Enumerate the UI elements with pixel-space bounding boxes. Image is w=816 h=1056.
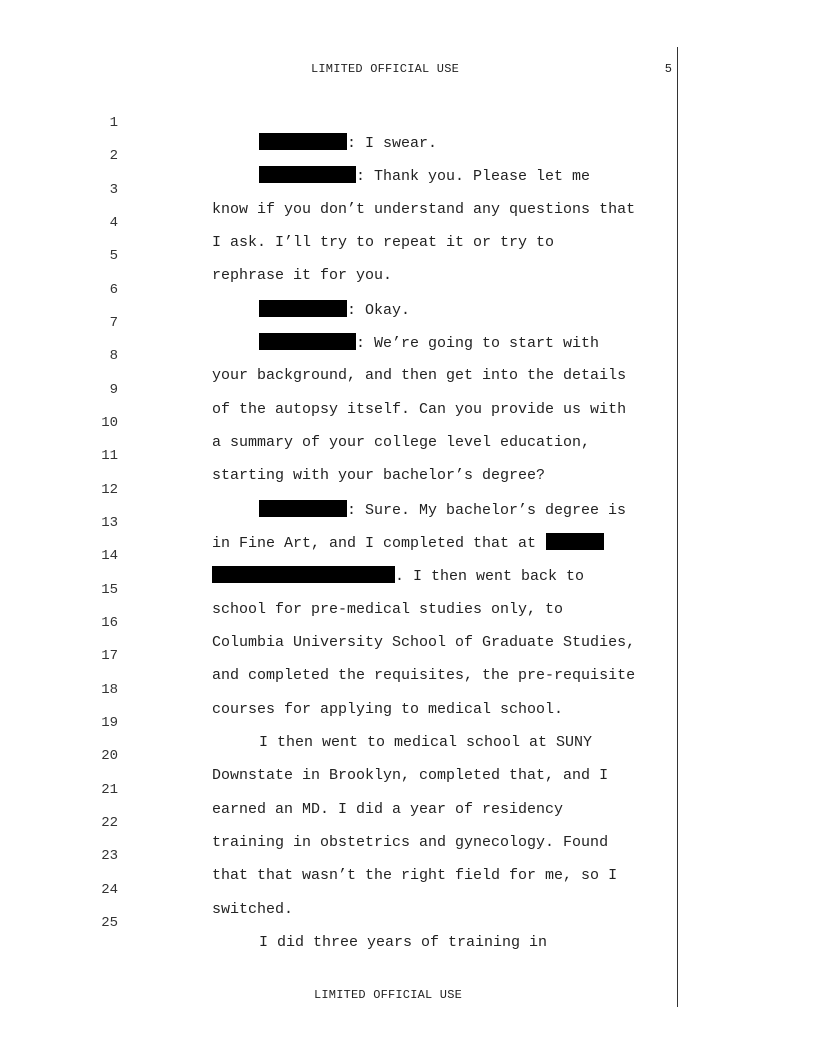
line-text: : Okay. <box>347 302 411 319</box>
transcript-line-1 <box>0 93 438 152</box>
line-number: 14 <box>101 548 118 564</box>
line-text: of the autopsy itself. Can you provide us with <box>212 401 627 418</box>
line-number: 15 <box>101 582 118 598</box>
line-number: 24 <box>101 882 118 898</box>
line-text: your background, and then get into the details <box>212 367 627 384</box>
redaction-block <box>259 333 356 350</box>
line-text: school for pre-medical studies only, to <box>212 601 564 618</box>
line-text: : We’re going to start with <box>356 335 600 352</box>
line-text: that that wasn’t the right field for me, so I <box>212 867 618 884</box>
redaction-block <box>546 533 604 550</box>
line-text: in Fine Art, and I completed that at <box>212 535 537 552</box>
line-number: 11 <box>101 448 118 464</box>
line-text: a summary of your college level education, <box>212 434 591 451</box>
line-text: and completed the requisites, the pre-requisite <box>212 667 636 684</box>
line-text: : Sure. My bachelor’s degree is <box>347 502 627 519</box>
line-text: Downstate in Brooklyn, completed that, and I <box>212 767 609 784</box>
line-text: I did three years of training in <box>259 934 548 951</box>
line-number: 20 <box>101 748 118 764</box>
line-number: 8 <box>109 348 118 364</box>
line-number: 10 <box>101 415 118 431</box>
line-number: 25 <box>101 915 118 931</box>
line-number: 1 <box>109 115 118 131</box>
line-text: Columbia University School of Graduate Studies, <box>212 634 636 651</box>
line-text: switched. <box>212 901 294 918</box>
line-text: : I swear. <box>347 135 438 152</box>
transcript-line-24 <box>0 860 294 918</box>
line-text: starting with your bachelor’s degree? <box>212 467 546 484</box>
line-number: 18 <box>101 682 118 698</box>
line-number: 7 <box>109 315 118 331</box>
margin-rule <box>677 47 678 1007</box>
line-number: 3 <box>109 182 118 198</box>
line-text: training in obstetrics and gynecology. Found <box>212 834 609 851</box>
line-number: 9 <box>109 382 118 398</box>
line-number: 6 <box>109 282 118 298</box>
line-number: 19 <box>101 715 118 731</box>
line-number: 23 <box>101 848 118 864</box>
footer-text: LIMITED OFFICIAL USE <box>313 988 463 1002</box>
redaction-block <box>259 300 347 317</box>
line-text: : Thank you. Please let me <box>356 168 591 185</box>
header-text: LIMITED OFFICIAL USE <box>310 62 460 76</box>
line-number: 13 <box>101 515 118 531</box>
line-text: know if you don’t understand any questions that <box>212 201 636 218</box>
redaction-block <box>259 166 356 183</box>
line-text: I then went to medical school at SUNY <box>259 734 593 751</box>
redaction-block <box>259 133 347 150</box>
line-number: 5 <box>109 248 118 264</box>
line-text: earned an MD. I did a year of residency <box>212 801 564 818</box>
page-number: 5 <box>664 62 672 76</box>
line-number: 17 <box>101 648 118 664</box>
line-number: 21 <box>101 782 118 798</box>
redaction-block <box>212 566 395 583</box>
line-number: 2 <box>109 148 118 164</box>
line-number: 16 <box>101 615 118 631</box>
line-number: 12 <box>101 482 118 498</box>
line-number: 22 <box>101 815 118 831</box>
line-text: rephrase it for you. <box>212 267 393 284</box>
line-number: 4 <box>109 215 118 231</box>
redaction-block <box>259 500 347 517</box>
line-text: courses for applying to medical school. <box>212 701 564 718</box>
line-text: I ask. I’ll try to repeat it or try to <box>212 234 555 251</box>
line-text: . I then went back to <box>395 568 585 585</box>
